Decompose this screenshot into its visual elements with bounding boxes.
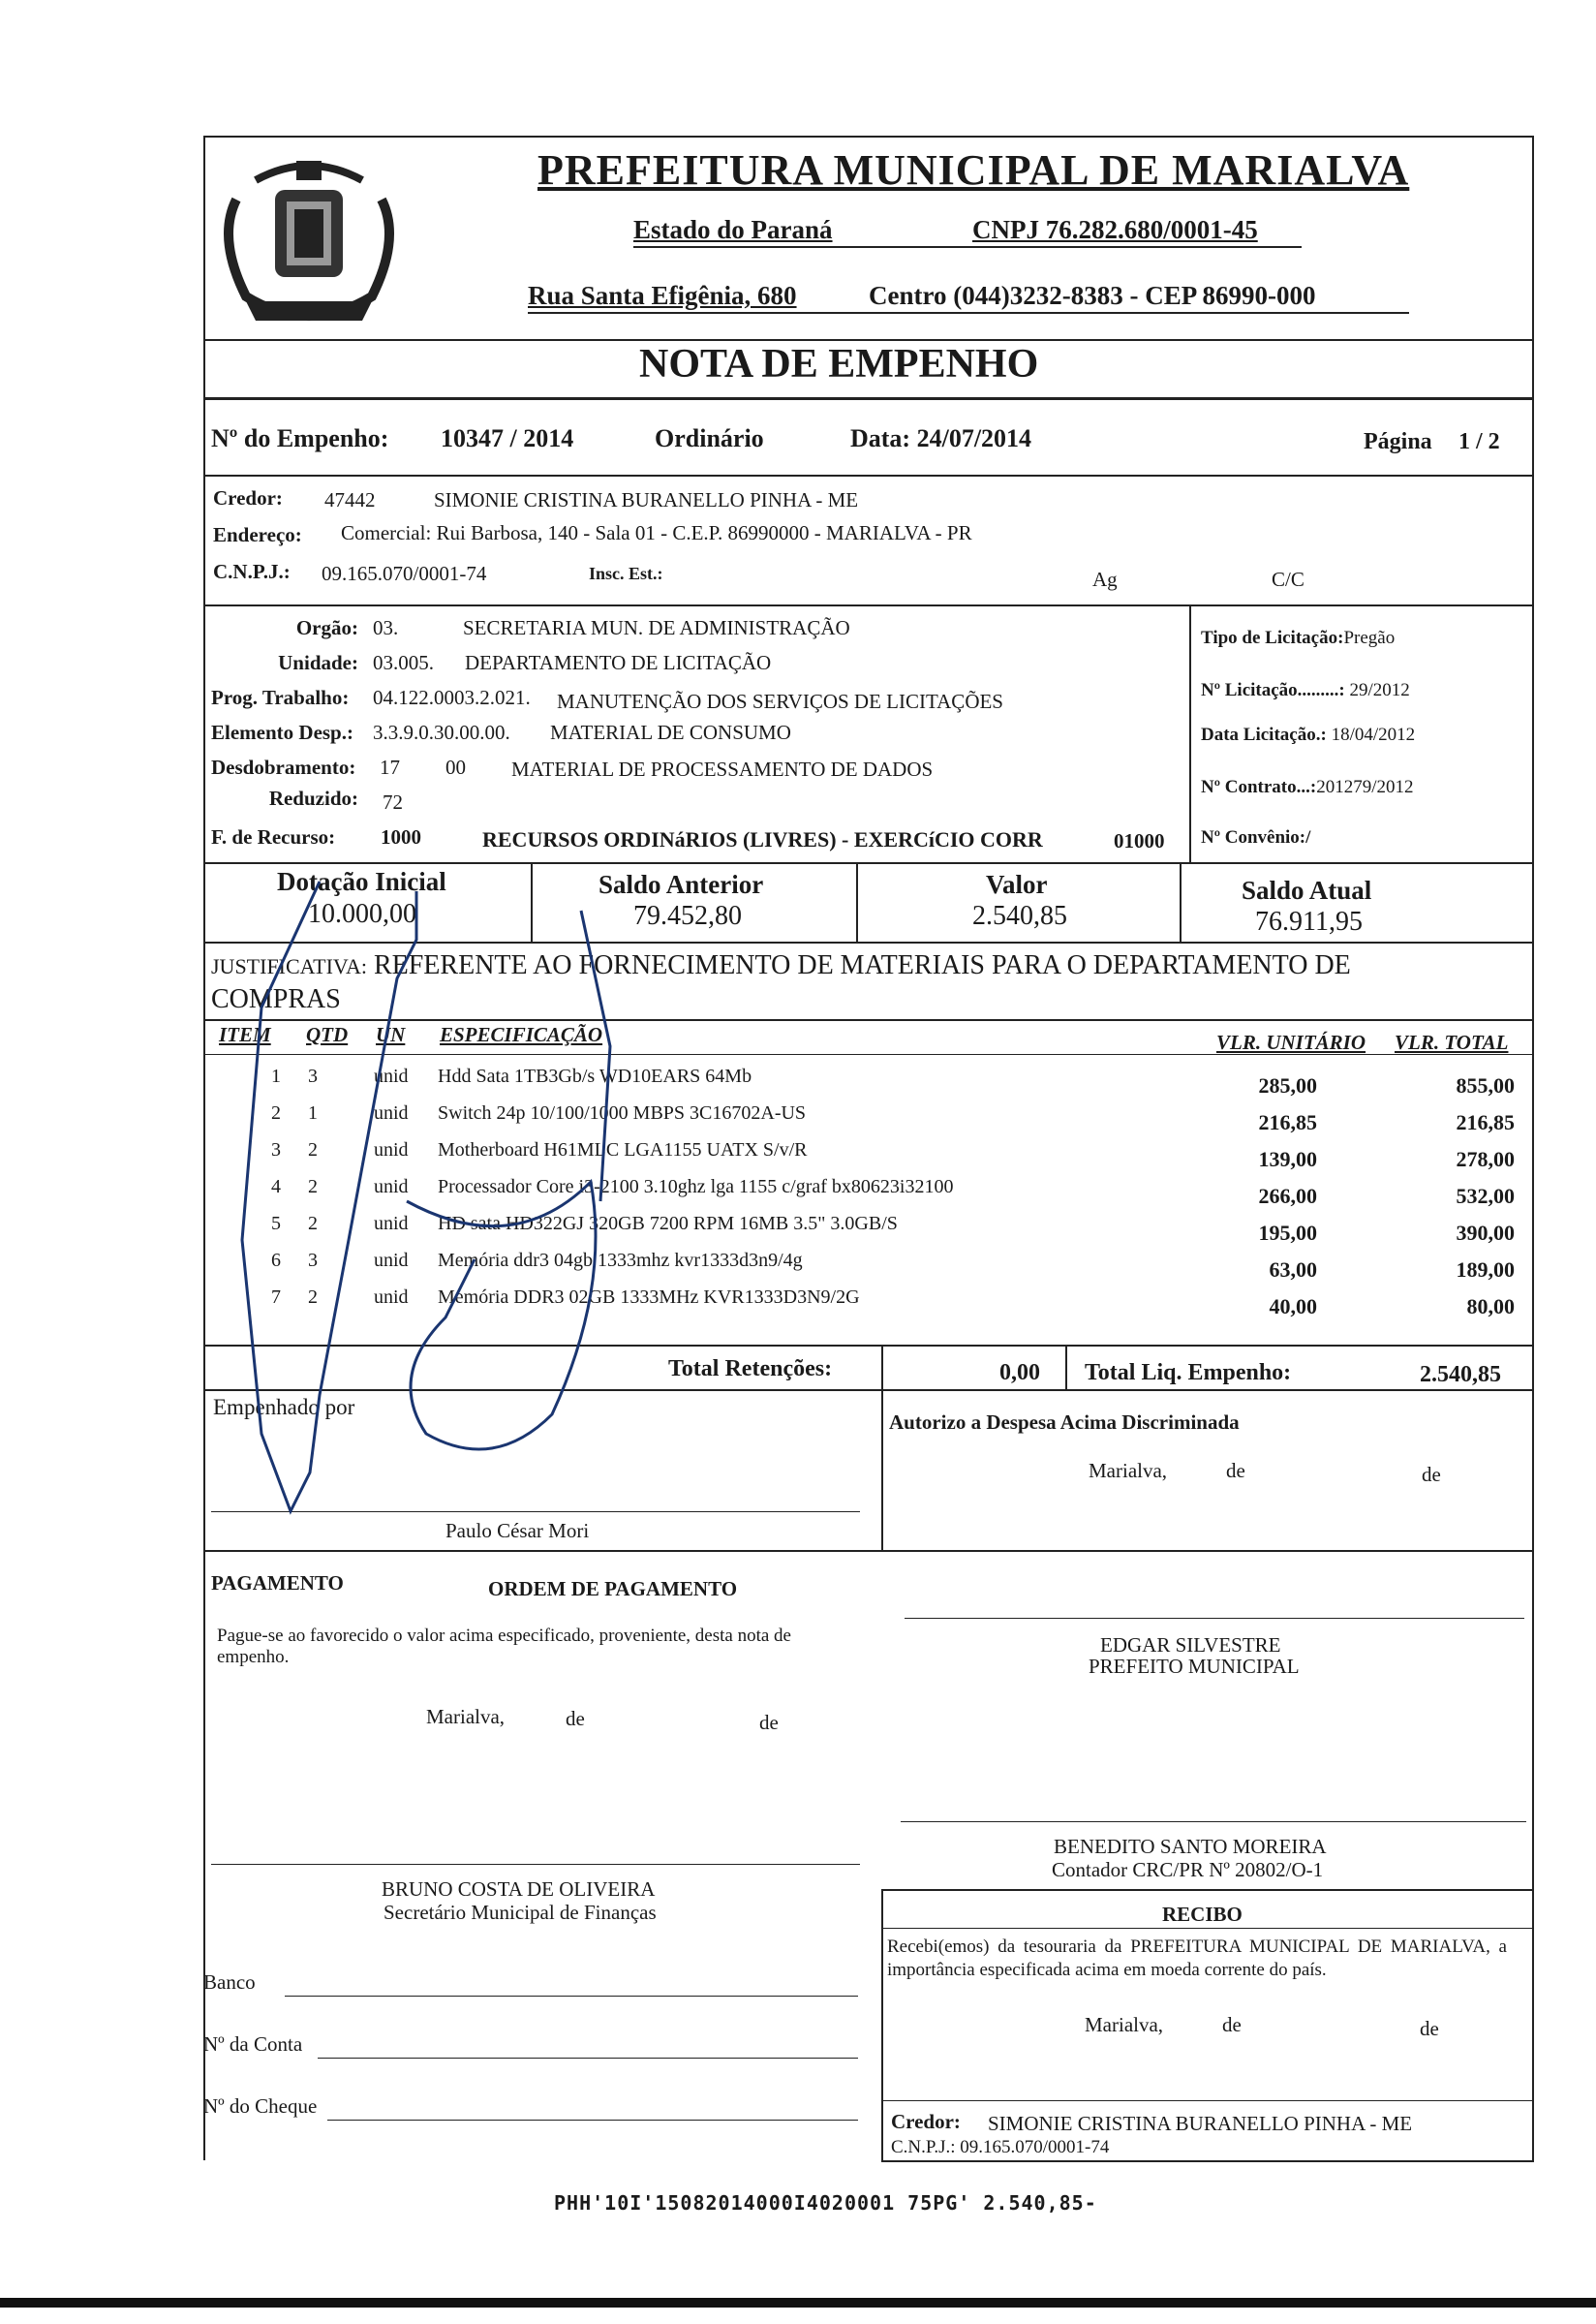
dotacao-label: Dotação Inicial [277, 867, 446, 896]
saldo-atual-value: 76.911,95 [1255, 907, 1363, 937]
elem-label: Elemento Desp.: [211, 721, 353, 744]
justificativa-text2: COMPRAS [211, 984, 341, 1014]
item-q: 1 [308, 1102, 318, 1124]
recurso-name: RECURSOS ORDINáRIOS (LIVRES) - EXERCíCIO CORR [482, 827, 1043, 852]
credor-footer-cnpj: C.N.P.J.: 09.165.070/0001-74 [891, 2137, 1110, 2157]
divider-10 [881, 1391, 883, 1550]
cnpj-header: CNPJ 76.282.680/0001-45 [972, 215, 1258, 244]
divider-11 [203, 1550, 1534, 1552]
item-u: unid [374, 1066, 409, 1087]
item-n: 1 [271, 1066, 281, 1087]
contador-role: Contador CRC/PR Nº 20802/O-1 [1052, 1858, 1324, 1881]
signature-scribble [203, 852, 736, 1550]
district-phone: Centro (044)3232-8383 - CEP 86990-000 [869, 281, 1316, 310]
saldo-div-3 [1180, 862, 1182, 942]
item-vt: 80,00 [1466, 1294, 1515, 1318]
tipo-licitacao-value: Pregão [1343, 628, 1396, 648]
elem-code: 3.3.9.0.30.00.00. [373, 721, 510, 744]
item-q: 2 [308, 1286, 318, 1308]
insc-label: Insc. Est.: [589, 564, 663, 583]
banco-label: Banco [203, 1970, 256, 1994]
unidade-code: 03.005. [373, 651, 434, 674]
recibo-text: Recebi(emos) da tesouraria da PREFEITURA MUNICIPAL DE MARIALVA, a importância especificada acima em moeda corrente do país. [887, 1937, 1507, 1980]
item-vt: 855,00 [1456, 1073, 1515, 1098]
item-vu: 285,00 [1258, 1073, 1317, 1098]
saldo-div-2 [856, 862, 858, 942]
orgao-code: 03. [373, 616, 399, 639]
item-n: 6 [271, 1250, 281, 1271]
saldo-anterior-label: Saldo Anterior [598, 870, 764, 899]
item-d: Memória DDR3 02GB 1333MHz KVR1333D3N9/2G [438, 1286, 860, 1308]
item-vu: 195,00 [1258, 1221, 1317, 1245]
item-u: unid [374, 1286, 409, 1308]
item-q: 2 [308, 1176, 318, 1197]
credor-cnpj: 09.165.070/0001-74 [322, 562, 487, 585]
item-q: 2 [308, 1139, 318, 1161]
unidade-label: Unidade: [278, 651, 358, 674]
reduzido-value: 72 [383, 790, 403, 814]
recibo-de2: de [1420, 2017, 1439, 2040]
contador-signline [901, 1821, 1526, 1822]
contrato-value: 201279/2012 [1316, 777, 1414, 797]
conta-label: Nº da Conta [203, 2032, 303, 2056]
item-n: 5 [271, 1213, 281, 1234]
item-q: 2 [308, 1213, 318, 1234]
retencoes-value: 0,00 [999, 1360, 1040, 1385]
empenho-num-label: Nº do Empenho: [211, 424, 389, 452]
divider-4 [203, 604, 1534, 606]
header-underline [633, 246, 1302, 248]
divider-2 [203, 397, 1534, 400]
col-especificacao: ESPECIFICAÇÃO [440, 1023, 603, 1046]
secretario-name: BRUNO COSTA DE OLIVEIRA [382, 1877, 656, 1901]
pagamento-de1: de [566, 1707, 585, 1730]
item-u: unid [374, 1176, 409, 1197]
item-vt: 278,00 [1456, 1147, 1515, 1171]
empenho-num: 10347 / 2014 [441, 424, 574, 452]
saldo-atual-label: Saldo Atual [1242, 876, 1372, 905]
item-n: 7 [271, 1286, 281, 1308]
recurso-num: 01000 [1114, 829, 1165, 852]
data-licitacao-value: 18/04/2012 [1331, 725, 1416, 745]
divider-13 [881, 1928, 1534, 1929]
col-item: ITEM [219, 1023, 271, 1046]
col-vlr-total: VLR. TOTAL [1395, 1031, 1509, 1054]
unidade-name: DEPARTAMENTO DE LICITAÇÃO [465, 651, 772, 674]
prog-code: 04.122.0003.2.021. [373, 686, 531, 709]
page-title: PREFEITURA MUNICIPAL DE MARIALVA [537, 146, 1410, 194]
prefeito-name: EDGAR SILVESTRE [1100, 1633, 1281, 1657]
item-vt: 532,00 [1456, 1184, 1515, 1208]
num-licitacao-label: Nº Licitação.........: 29/2012 [1201, 680, 1410, 700]
frame-top [203, 136, 1534, 138]
autorizo-de1: de [1226, 1459, 1245, 1482]
credor-address: Comercial: Rui Barbosa, 140 - Sala 01 - C.E.P. 86990000 - MARIALVA - PR [341, 521, 972, 544]
item-d: HD sata HD322GJ 320GB 7200 RPM 16MB 3.5" 3.0GB/S [438, 1213, 898, 1234]
page-label: Página [1364, 429, 1432, 454]
liq-label: Total Liq. Empenho: [1085, 1360, 1292, 1385]
recibo-de1: de [1222, 2013, 1242, 2036]
address-label-credor: Endereço: [213, 523, 302, 546]
cc-label: C/C [1272, 568, 1304, 591]
credor-name: SIMONIE CRISTINA BURANELLO PINHA - ME [434, 488, 859, 511]
valor-value: 2.540,85 [972, 901, 1067, 931]
prog-name: MANUTENÇÃO DOS SERVIÇOS DE LICITAÇÕES [557, 690, 1003, 713]
item-vu: 266,00 [1258, 1184, 1317, 1208]
item-n: 4 [271, 1176, 281, 1197]
state-label: Estado do Paraná [633, 215, 833, 244]
orgao-label: Orgão: [295, 616, 358, 639]
licitacao-divider [1189, 604, 1191, 864]
contador-name: BENEDITO SANTO MOREIRA [1054, 1835, 1327, 1858]
item-vt: 216,85 [1456, 1110, 1515, 1134]
desd-name: MATERIAL DE PROCESSAMENTO DE DADOS [511, 758, 934, 781]
item-vt: 390,00 [1456, 1221, 1515, 1245]
liq-value: 2.540,85 [1420, 1362, 1501, 1387]
item-q: 3 [308, 1066, 318, 1087]
item-d: Switch 24p 10/100/1000 MBPS 3C16702A-US [438, 1102, 807, 1124]
recibo-label: RECIBO [1162, 1903, 1243, 1926]
credor-footer-label: Credor: [891, 2110, 961, 2133]
valor-label: Valor [986, 870, 1048, 899]
contrato-label: Nº Contrato...:201279/2012 [1201, 777, 1414, 797]
credor-label: Credor: [213, 486, 283, 510]
desd-code: 17 [380, 756, 400, 779]
col-qtd: QTD [306, 1023, 349, 1046]
divider-12 [881, 1889, 1534, 1891]
conta-line [318, 2058, 858, 2059]
bottom-bar [0, 2298, 1596, 2308]
item-vt: 189,00 [1456, 1257, 1515, 1282]
item-q: 3 [308, 1250, 318, 1271]
saldo-anterior-value: 79.452,80 [633, 901, 742, 931]
credor-code: 47442 [324, 488, 376, 511]
empenho-type: Ordinário [655, 424, 764, 452]
recurso-label: F. de Recurso: [211, 825, 336, 849]
dotacao-value: 10.000,00 [308, 899, 416, 929]
autorizo-place: Marialva, [1089, 1459, 1168, 1482]
pagamento-text: Pague-se ao favorecido o valor acima especificado, proveniente, desta nota de empenho. [217, 1626, 791, 1667]
address-label: Rua Santa Efigênia, 680 [528, 281, 797, 310]
cnpj-label: C.N.P.J.: [213, 560, 291, 583]
item-vu: 216,85 [1258, 1110, 1317, 1134]
secretario-signline [211, 1864, 860, 1865]
item-n: 2 [271, 1102, 281, 1124]
cheque-line [327, 2120, 858, 2121]
tot-div-2 [1065, 1345, 1067, 1389]
col-un: UN [376, 1023, 406, 1046]
credor-footer-name: SIMONIE CRISTINA BURANELLO PINHA - ME [988, 2112, 1413, 2135]
justificativa-label: JUSTIFICATIVA: [211, 954, 367, 978]
justificativa-text1: REFERENTE AO FORNECIMENTO DE MATERIAIS PARA O DEPARTAMENTO DE [373, 950, 1351, 980]
divider-3 [203, 475, 1534, 477]
orgao-name: SECRETARIA MUN. DE ADMINISTRAÇÃO [463, 616, 850, 639]
page-number: 1 / 2 [1458, 429, 1500, 454]
autorizo-de2: de [1422, 1463, 1441, 1486]
item-d: Motherboard H61MLC LGA1155 UATX S/v/R [438, 1139, 808, 1161]
pagamento-label: PAGAMENTO [211, 1571, 344, 1595]
data-licitacao-label: Data Licitação.: 18/04/2012 [1201, 725, 1416, 745]
doc-title: NOTA DE EMPENHO [639, 342, 1039, 387]
item-d: Memória ddr3 04gb 1333mhz kvr1333d3n9/4g [438, 1250, 803, 1271]
item-u: unid [374, 1102, 409, 1124]
item-vu: 139,00 [1258, 1147, 1317, 1171]
empenhado-label: Empenhado por [213, 1395, 355, 1419]
item-n: 3 [271, 1139, 281, 1161]
divider-recibo-left [881, 1889, 883, 2160]
desd-label: Desdobramento: [211, 756, 356, 779]
retencoes-label: Total Retenções: [668, 1356, 833, 1381]
desd-code2: 00 [445, 756, 466, 779]
recurso-code: 1000 [381, 825, 421, 849]
empenhado-name: Paulo César Mori [445, 1519, 590, 1542]
item-d: Processador Core i3-2100 3.10ghz lga 1155 c/graf bx80623i32100 [438, 1176, 954, 1197]
empenho-date: Data: 24/07/2014 [850, 424, 1032, 452]
divider-14 [881, 2100, 1534, 2101]
elem-name: MATERIAL DE CONSUMO [550, 721, 791, 744]
item-u: unid [374, 1213, 409, 1234]
pagamento-place: Marialva, [426, 1705, 506, 1728]
item-vu: 63,00 [1269, 1257, 1317, 1282]
recibo-place: Marialva, [1085, 2013, 1164, 2036]
tot-div-1 [881, 1345, 883, 1389]
ordem-label: ORDEM DE PAGAMENTO [488, 1577, 738, 1600]
secretario-role: Secretário Municipal de Finanças [384, 1901, 657, 1924]
frame-right [1532, 136, 1534, 2160]
barcode-text: PHH'10I'15082014000I4020001 75PG' 2.540,85- [554, 2191, 1097, 2215]
prefeito-signline [905, 1618, 1524, 1619]
col-vlr-unitario: VLR. UNITÁRIO [1216, 1031, 1366, 1054]
ag-label: Ag [1092, 568, 1118, 591]
cheque-label: Nº do Cheque [203, 2094, 318, 2118]
reduzido-label: Reduzido: [268, 787, 358, 810]
prefeito-role: PREFEITO MUNICIPAL [1089, 1655, 1300, 1678]
autorizo-text: Autorizo a Despesa Acima Discriminada [889, 1410, 1240, 1434]
item-u: unid [374, 1139, 409, 1161]
convenio-label: Nº Convênio:/ [1201, 827, 1311, 848]
num-licitacao-value: 29/2012 [1349, 680, 1410, 700]
item-vu: 40,00 [1269, 1294, 1317, 1318]
pagamento-de2: de [759, 1711, 779, 1734]
prog-label: Prog. Trabalho: [211, 686, 350, 709]
coat-of-arms-logo [207, 141, 411, 335]
banco-line [285, 1996, 858, 1997]
item-d: Hdd Sata 1TB3Gb/s WD10EARS 64Mb [438, 1066, 752, 1087]
address-underline [528, 312, 1409, 314]
tipo-licitacao-label: Tipo de Licitação:Pregão [1201, 628, 1396, 648]
item-u: unid [374, 1250, 409, 1271]
divider-bottom [881, 2160, 1534, 2162]
